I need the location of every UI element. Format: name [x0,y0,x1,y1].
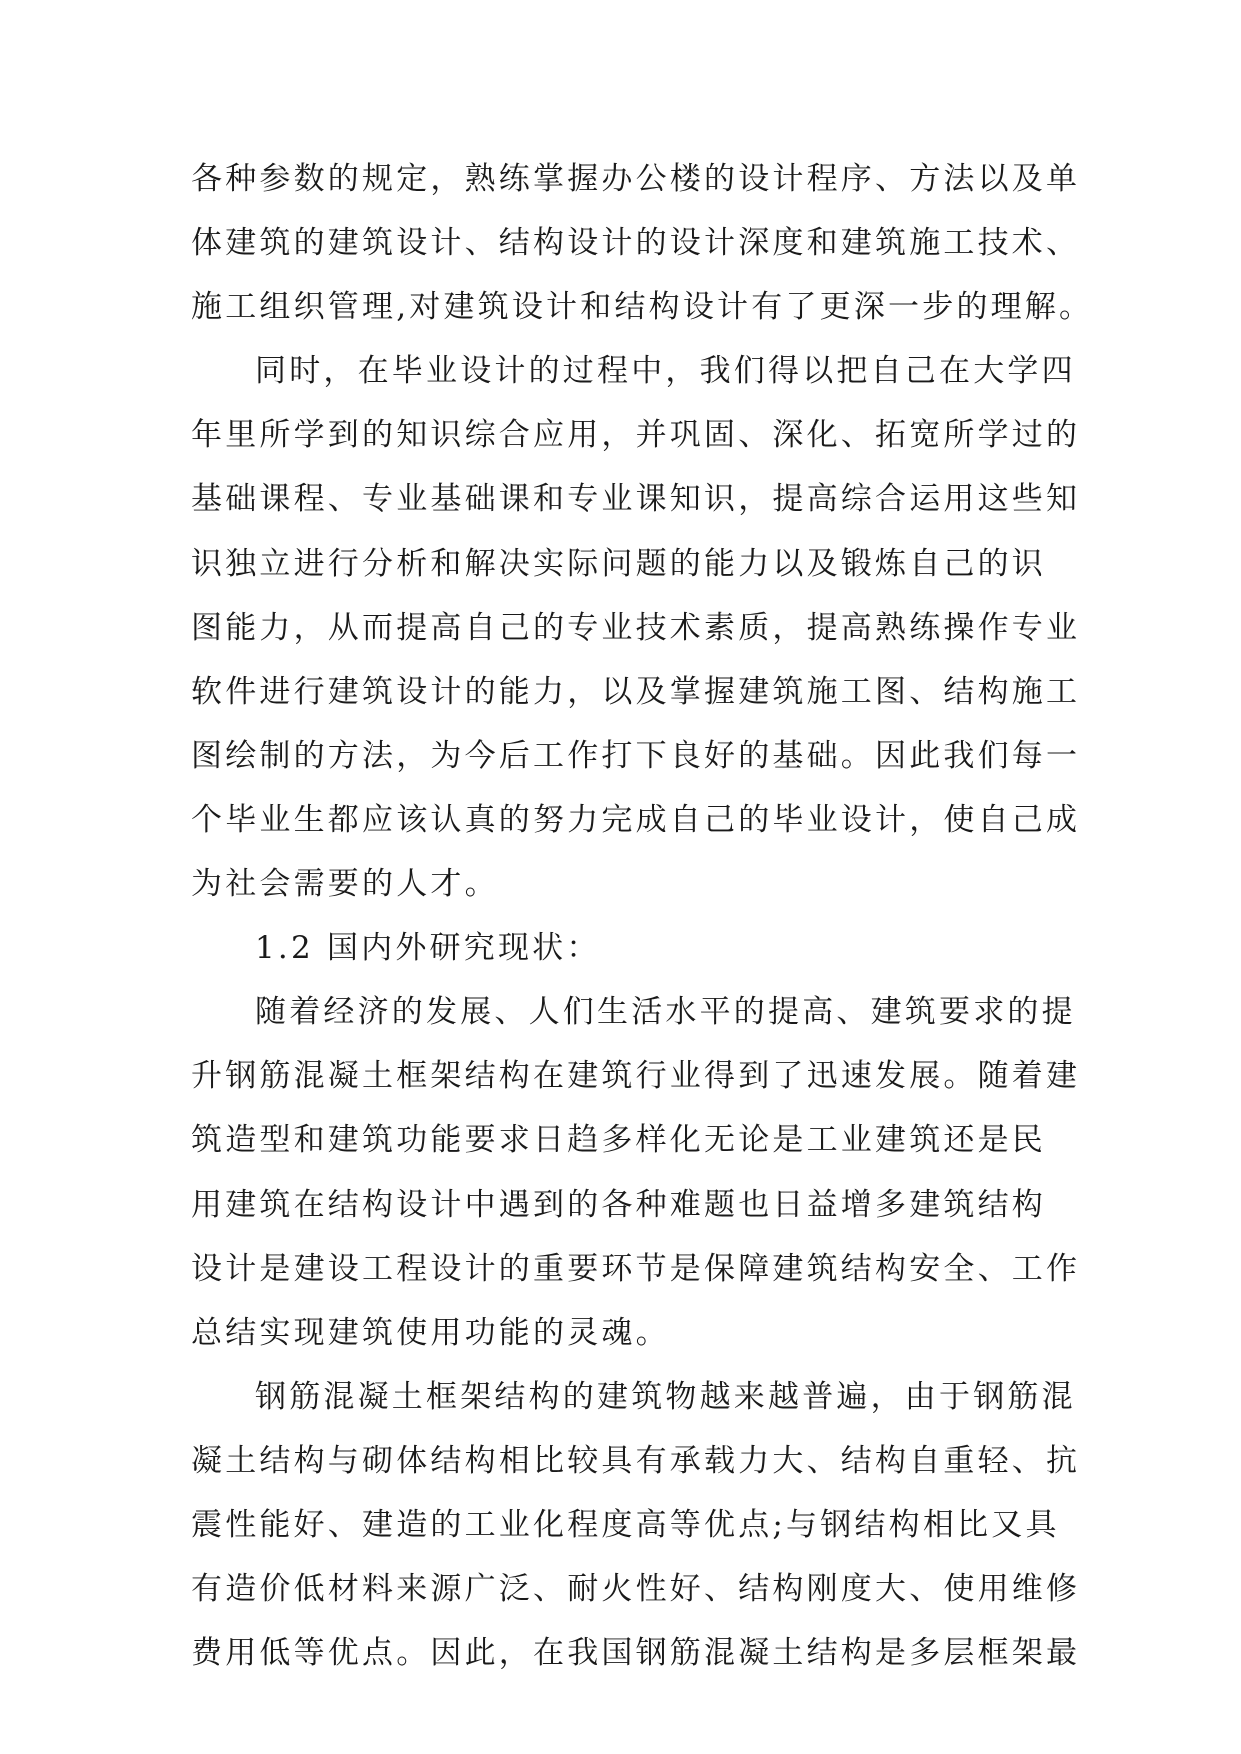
text-line: 升钢筋混凝土框架结构在建筑行业得到了迅速发展。随着建 [191,1058,1081,1095]
paragraph-start-line: 钢筋混凝土框架结构的建筑物越来越普遍，由于钢筋混 [255,1378,1076,1415]
text-line: 筑造型和建筑功能要求日趋多样化无论是工业建筑还是民 [191,1122,1046,1159]
paragraph-start-line: 同时，在毕业设计的过程中，我们得以把自己在大学四 [255,353,1076,390]
text-line: 有造价低材料来源广泛、耐火性好、结构刚度大、使用维修 [191,1571,1081,1608]
text-line: 总结实现建筑使用功能的灵魂。 [191,1314,670,1351]
text-line: 基础课程、专业基础课和专业课知识，提高综合运用这些知 [191,481,1081,518]
text-line: 施工组织管理,对建筑设计和结构设计有了更深一步的理解。 [191,289,1094,326]
section-heading: 1.2 国内外研究现状： [255,930,601,967]
text-line: 图绘制的方法，为今后工作打下良好的基础。因此我们每一 [191,737,1081,774]
text-line: 软件进行建筑设计的能力，以及掌握建筑施工图、结构施工 [191,673,1081,710]
text-line: 设计是建设工程设计的重要环节是保障建筑结构安全、工作 [191,1250,1081,1287]
body-text [191,160,1094,1698]
text-line: 为社会需要的人才。 [191,866,499,903]
text-line: 年里所学到的知识综合应用，并巩固、深化、拓宽所学过的 [191,417,1081,454]
text-line: 体建筑的建筑设计、结构设计的设计深度和建筑施工技术、 [191,225,1081,262]
paragraph-start-line: 随着经济的发展、人们生活水平的提高、建筑要求的提 [255,994,1076,1031]
text-line: 图能力，从而提高自己的专业技术素质，提高熟练操作专业 [191,609,1081,646]
text-line: 各种参数的规定，熟练掌握办公楼的设计程序、方法以及单 [191,161,1081,197]
text-line: 凝土结构与砌体结构相比较具有承载力大、结构自重轻、抗 [191,1442,1081,1479]
text-line: 个毕业生都应该认真的努力完成自己的毕业设计，使自己成 [191,801,1081,838]
text-line: 费用低等优点。因此，在我国钢筋混凝土结构是多层框架最 [191,1635,1081,1672]
text-line: 识独立进行分析和解决实际问题的能力以及锻炼自己的识 [191,545,1046,582]
text-line: 震性能好、建造的工业化程度高等优点;与钢结构相比又具 [191,1506,1060,1543]
text-line: 用建筑在结构设计中遇到的各种难题也日益增多建筑结构 [191,1186,1046,1223]
